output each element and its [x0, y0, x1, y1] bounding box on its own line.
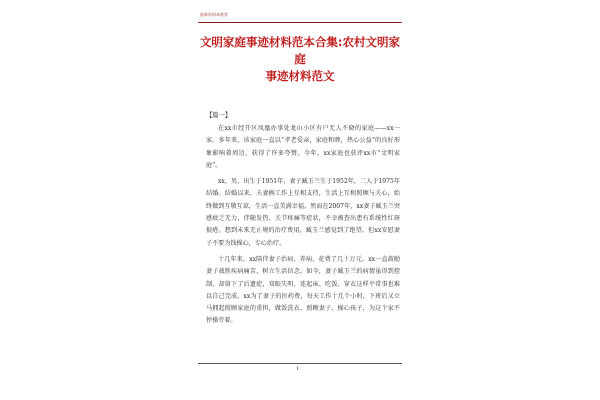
document-title — [198, 34, 402, 85]
page-number: 1 — [296, 366, 300, 372]
section-heading: 【篇一】 — [206, 112, 232, 119]
title-line-2: 事迹材料范文 — [265, 69, 335, 83]
paragraph-1: 在xx市经开区凤凰办事处龙山小区有户无人不晓的家庭——xx一家。多年来，该家庭一直以“孝老爱亲，家庭和睦，热心公益”的良好形象影响着周边，获得了许多夸赞。今年，xx家庭也获评xx市“文明家庭”。 — [206, 125, 400, 169]
header-label: 最新资料本推荐 — [200, 12, 228, 17]
body-text — [206, 123, 400, 332]
header-divider — [198, 22, 402, 23]
title-line-1: 文明家庭事迹材料范本合集:农村文明家庭 — [199, 35, 401, 66]
paragraph-2: xx，男，出生于1951年，妻子臧玉兰生于1952年，二人于1975年结婚。结婚以来，夫妻俩工作上互相支持，生活上互相照顾与关心，始终做到互敬互谅，生活一直美满幸福。然而在2007年，xx妻子臧玉兰突感疲乏无力，伴随发热、关节疼痛等症状，不幸被查出患有系统性红斑狼疮。想到未来无止境的治疗费用，臧玉兰感觉到了绝望。但xx安慰妻子不要为钱操心，专心治疗。 — [206, 178, 400, 247]
paragraph-3: 十几年来，xx陪伴妻子治病、养病，花费了几十万元。xx一直鼓励妻子战胜疾病痛苦，树立生活信念。如今，妻子臧玉兰的病情虽得到控制，却留下了后遗症，双眼失明，连起床、吃饭、穿衣这样平常事也难以自己完成。xx为了妻子的医药费，每天工作十几个小时，下班后又立马拥起照顾家庭的重担，做饭洗衣、照顾妻子、操心孩子，为这个家不停操劳着。 — [206, 255, 400, 325]
footer-divider — [198, 363, 402, 364]
